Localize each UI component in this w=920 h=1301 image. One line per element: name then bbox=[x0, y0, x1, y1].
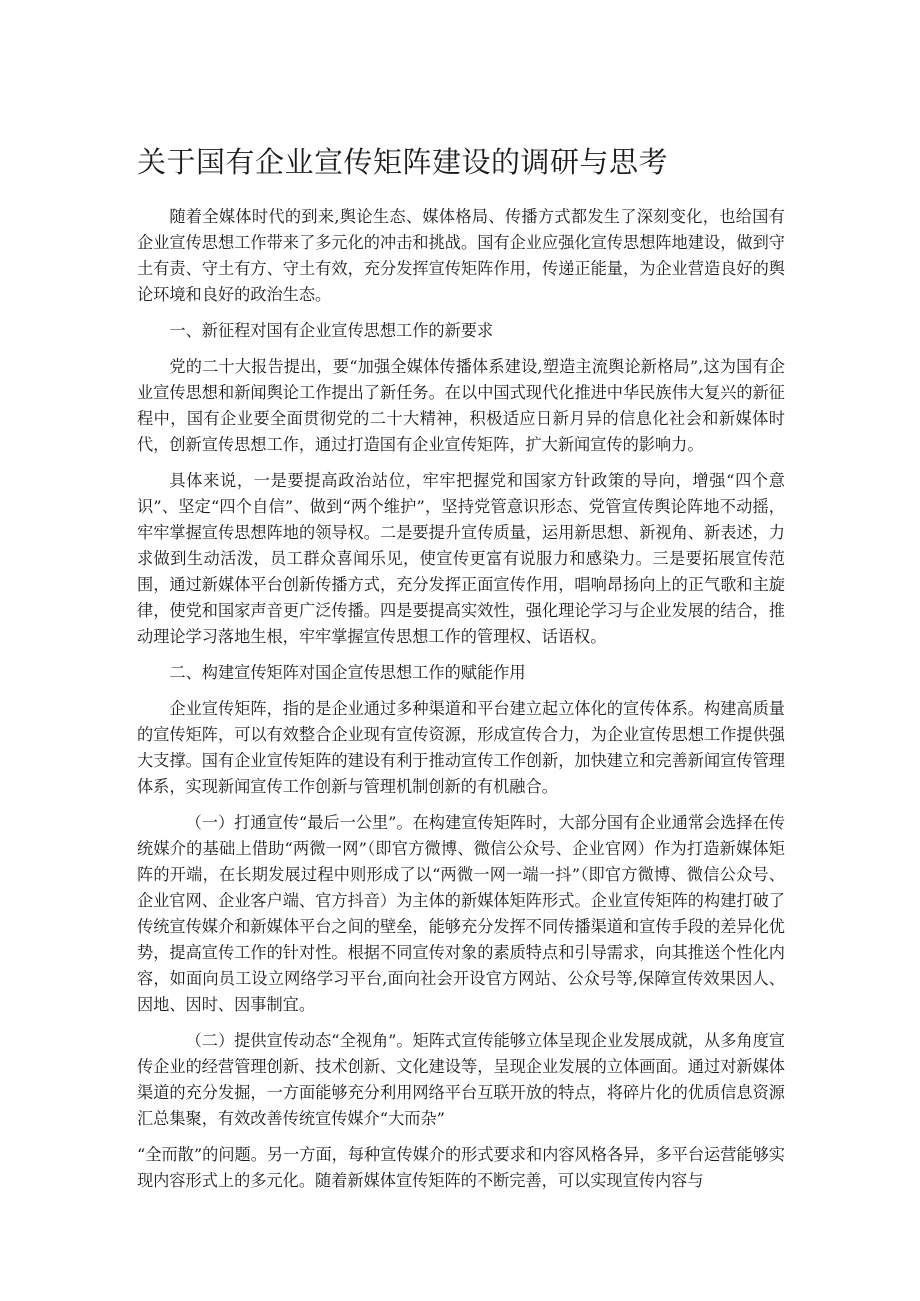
document-title: 关于国有企业宣传矩阵建设的调研与思考 bbox=[137, 145, 669, 179]
subsection-paragraph-1: （一）打通宣传“最后一公里”。在构建宣传矩阵时，大部分国有企业通常会选择在传统媒介的基础上借助“两微一网”（即官方微博、微信公众号、企业官网）作为打造新媒体矩阵的开端，在长期发展过程中则形成了以“两微一网一端一抖”（即官方微博、微信公众号、企业官网、企业客户端、官方抖音）为主体的新媒体矩阵形式。企业宣传矩阵的构建打破了传统宣传媒介和新媒体平台之间的壁垒，能够充分发挥不同传播渠道和宣传手段的差异化优势，提高宣传工作的针对性。根据不同宣传对象的素质特点和引导需求，向其推送个性化内容，如面向员工设立网络学习平台,面向社会开设官方网站、公众号等,保障宣传效果因人、因地、因时、因事制宜。 bbox=[137, 813, 785, 1014]
body-paragraph: 企业宣传矩阵，指的是企业通过多种渠道和平台建立起立体化的宣传体系。构建高质量的宣传矩阵，可以有效整合企业现有宣传资源，形成宣传合力，为企业宣传思想工作提供强大支撑。国有企业宣传矩阵的建设有利于推动宣传工作创新，加快建立和完善新闻宣传管理体系，实现新闻宣传工作创新与管理机制创新的有机融合。 bbox=[137, 699, 785, 796]
document-page bbox=[137, 142, 785, 1204]
body-paragraph: 党的二十大报告提出，要“加强全媒体传播体系建设,塑造主流舆论新格局”,这为国有企业宣传思想和新闻舆论工作提出了新任务。在以中国式现代化推进中华民族伟大复兴的新征程中，国有企业要全面贯彻党的二十大精神，积极适应日新月异的信息化社会和新媒体时代，创新宣传思想工作，通过打造国有企业宣传矩阵，扩大新闻宣传的影响力。 bbox=[137, 357, 785, 454]
subsection-paragraph-2: （二）提供宣传动态“全视角”。矩阵式宣传能够立体呈现企业发展成就，从多角度宣传企业的经营管理创新、技术创新、文化建设等，呈现企业发展的立体画面。通过对新媒体渠道的充分发掘，一方面能够充分利用网络平台互联开放的特点，将碎片化的优质信息资源汇总集聚，有效改善传统宣传媒介“大而杂” bbox=[137, 1031, 785, 1128]
body-paragraph: 具体来说，一是要提高政治站位，牢牢把握党和国家方针政策的导向，增强“四个意识”、坚定“四个自信”、做到“两个维护”，坚持党管意识形态、党管宣传舆论阵地不动摇，牢牢掌握宣传思想阵地的领导权。二是要提升宣传质量，运用新思想、新视角、新表述，力求做到生动活泼，员工群众喜闻乐见，使宣传更富有说服力和感染力。三是要拓展宣传范围，通过新媒体平台创新传播方式，充分发挥正面宣传作用，唱响昂扬向上的正气歌和主旋律，使党和国家声音更广泛传播。四是要提高实效性，强化理论学习与企业发展的结合，推动理论学习落地生根，牢牢掌握宣传思想工作的管理权、话语权。 bbox=[137, 471, 785, 646]
continued-paragraph: “全而散”的问题。另一方面，每种宣传媒介的形式要求和内容风格各异，多平台运营能够实现内容形式上的多元化。随着新媒体宣传矩阵的不断完善，可以实现宣传内容与 bbox=[137, 1145, 785, 1190]
intro-paragraph: 随着全媒体时代的到来,舆论生态、媒体格局、传播方式都发生了深刻变化，也给国有企业宣传思想工作带来了多元化的冲击和挑战。国有企业应强化宣传思想阵地建设，做到守土有责、守土有方、守土有效，充分发挥宣传矩阵作用，传递正能量，为企业营造良好的舆论环境和良好的政治生态。 bbox=[137, 207, 785, 304]
section-heading-2: 二、构建宣传矩阵对国企宣传思想工作的赋能作用 bbox=[169, 663, 526, 682]
section-heading-1: 一、新征程对国有企业宣传思想工作的新要求 bbox=[169, 321, 494, 340]
